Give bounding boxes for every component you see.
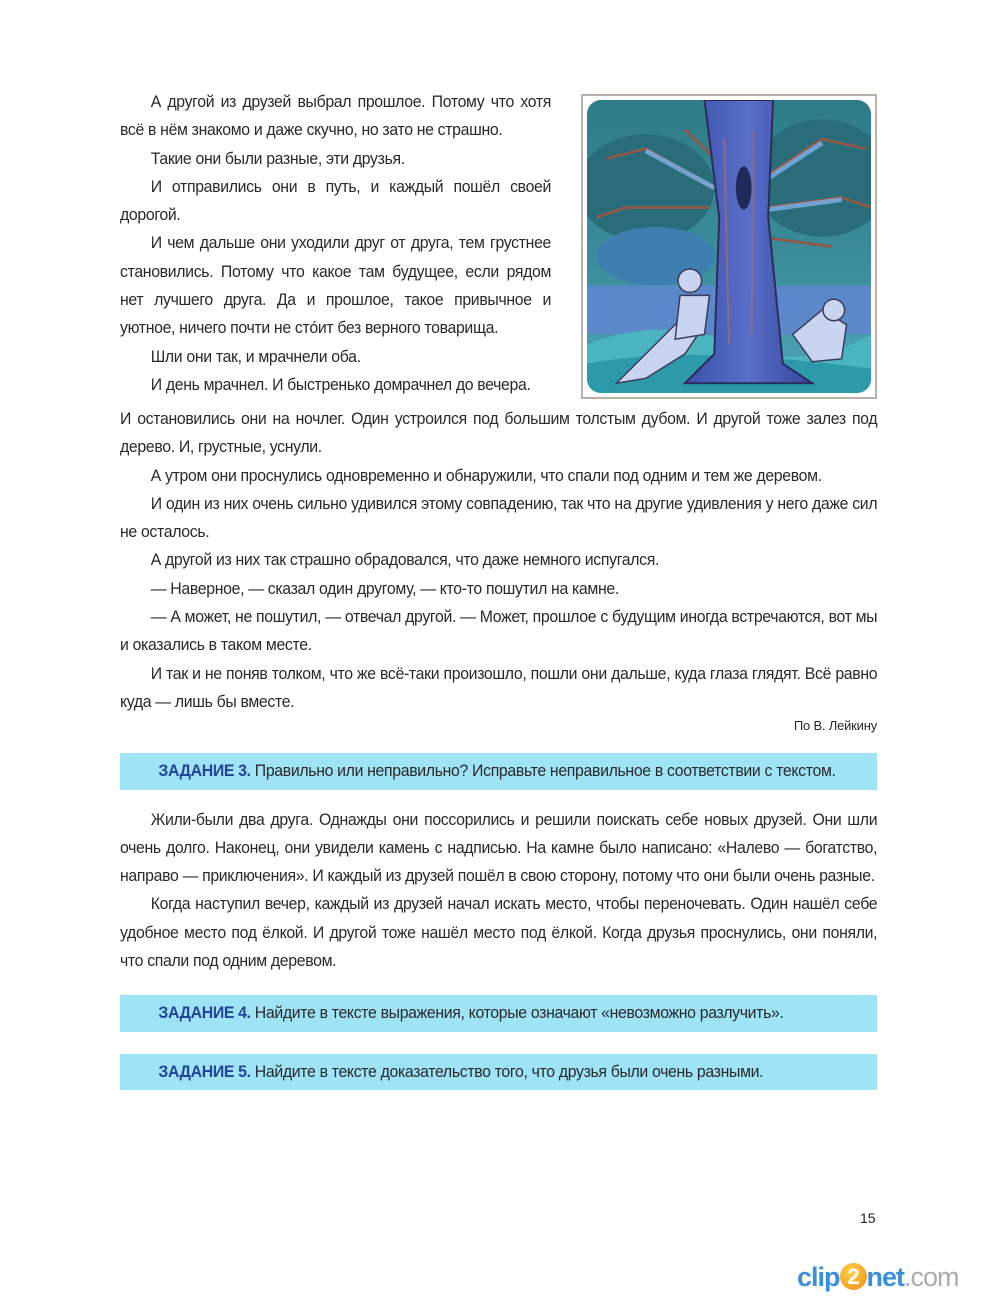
task-3-paragraph: Жили-были два друга. Однажды они поссорились и решили поискать себе новых друзей. Они шли очень долго. Наконец, они увидели камень с надписью. На камне было написано: «Налево — богатство, направо — приключения». И каждый из друзей пошёл в свою сторону, потому что они были очень разные. bbox=[120, 810, 878, 886]
task-3-instruction: Правильно или неправильно? Исправьте неправильное в соответствии с текстом. bbox=[254, 762, 836, 781]
story-paragraph: И так и не поняв толком, что же всё-таки произошло, пошли они дальше, куда глаза глядят. Всё равно куда — лишь бы вместе. bbox=[120, 664, 878, 711]
clip2net-watermark bbox=[797, 1262, 959, 1293]
watermark-text: net bbox=[866, 1262, 905, 1292]
task-5-instruction: Найдите в тексте доказательство того, что друзья были очень разными. bbox=[254, 1062, 764, 1081]
story-paragraph: А другой из друзей выбрал прошлое. Потому что хотя всё в нём знакомо и даже скучно, но зато не страшно. bbox=[120, 93, 552, 140]
task-5-label: ЗАДАНИЕ 5. bbox=[158, 1062, 251, 1081]
task-4-label: ЗАДАНИЕ 4. bbox=[158, 1004, 251, 1023]
story-paragraph: А утром они проснулись одновременно и обнаружили, что спали под одним и тем же деревом. bbox=[150, 466, 822, 485]
story-paragraph: А другой из них так страшно обрадовался, что даже немного испугался. bbox=[150, 551, 660, 570]
story-attribution: По В. Лейкину bbox=[793, 718, 877, 734]
story-paragraph: И один из них очень сильно удивился этому совпадению, так что на другие удивления у него даже сил не осталось. bbox=[120, 494, 878, 542]
task-3-text bbox=[120, 806, 877, 976]
dialogue-line: — Наверное, — сказал один другому, — кто-то пошутил на камне. bbox=[150, 579, 619, 598]
task-3-box bbox=[120, 753, 877, 789]
task-3-label: ЗАДАНИЕ 3. bbox=[158, 762, 251, 781]
story-section bbox=[120, 88, 877, 733]
task-5-box bbox=[120, 1054, 877, 1090]
watermark-domain: .com bbox=[904, 1262, 959, 1292]
watermark-logo-icon: 2 bbox=[840, 1263, 867, 1290]
watermark-text: clip bbox=[797, 1262, 840, 1292]
dialogue-line: — А может, не пошутил, — отвечал другой. — Может, прошлое с будущим иногда встречаются, вот мы и оказались в таком месте. bbox=[120, 608, 878, 655]
story-paragraph: И остановились они на ночлег. Один устроился под большим толстым дубом. И другой тоже залез под дерево. И, грустные, уснули. bbox=[120, 410, 878, 457]
story-paragraph: Такие они были разные, эти друзья. bbox=[150, 149, 405, 168]
task-4-box bbox=[120, 995, 877, 1031]
story-paragraph: Шли они так, и мрачнели оба. bbox=[150, 347, 361, 366]
textbook-page bbox=[120, 88, 877, 1090]
story-paragraph: И день мрачнел. И быстренько домрачнел до вечера. bbox=[150, 375, 531, 394]
task-3-paragraph: Когда наступил вечер, каждый из друзей начал искать место, чтобы переночевать. Один нашёл себе удобное место под ёлкой. И другой тоже нашёл место под ёлкой. Когда друзья проснулись, они поняли, что спали под одним деревом. bbox=[120, 895, 878, 971]
story-paragraph: И отправились они в путь, и каждый пошёл своей дорогой. bbox=[120, 177, 552, 225]
story-paragraph: И чем дальше они уходили друг от друга, тем грустнее становились. Потому что какое там будущее, если рядом нет лучшего друга. Да и прошлое, такое привычное и уютное, ничего почти не стóит без верного товарища. bbox=[120, 234, 552, 338]
page-number: 15 bbox=[860, 1210, 876, 1226]
task-4-instruction: Найдите в тексте выражения, которые означают «невозможно разлучить». bbox=[254, 1004, 784, 1023]
